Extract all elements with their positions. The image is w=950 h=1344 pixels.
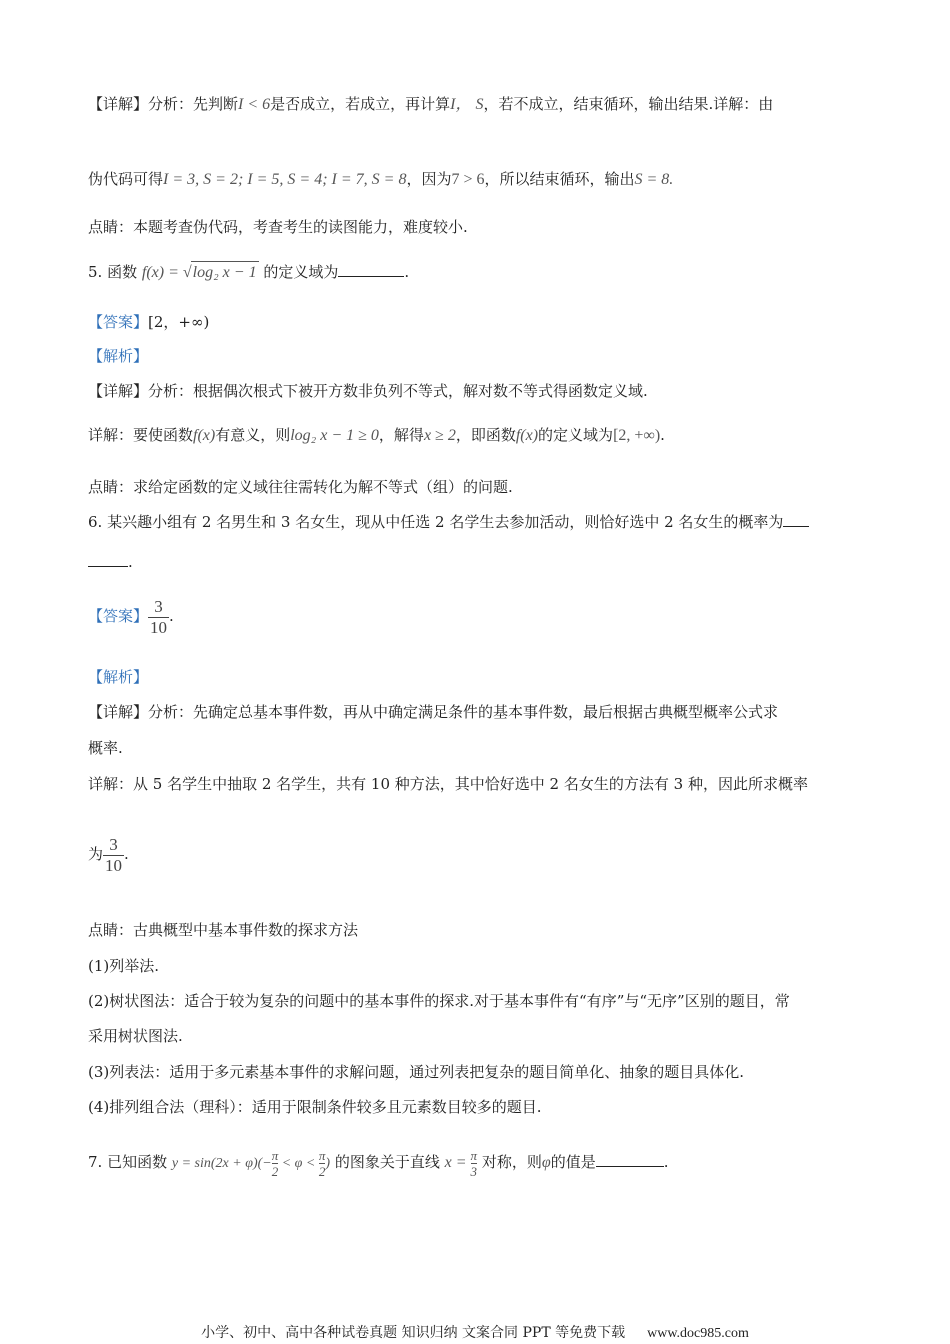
ineq-expr: 7 > 6 — [451, 171, 485, 188]
page-footer — [0, 1322, 950, 1342]
footer-url[interactable]: www.doc985.com — [647, 1326, 749, 1341]
condition-expr: I < 6 — [238, 96, 271, 113]
answer-blank — [596, 1150, 664, 1167]
q4-comment: 点睛：本题考查伪代码，考查考生的读图能力，难度较小. — [88, 218, 468, 236]
q5-stem: 5. 函数 f(x) = √log₂ x − 1 的定义域为 . — [88, 260, 409, 284]
answer-blank-part2 — [88, 550, 128, 567]
q7-stem: 7. 已知函数 y = sin(2x + φ)(− $\frac{\pi}{2}$ < φ < $\frac{\pi}{2}$ ) 的图象关于直线 x = $\frac{\pi}{3}$ 对称，则φ的值是 . — [88, 1147, 669, 1180]
answer-blank-part1 — [783, 510, 809, 527]
q6-detail-analysis-1: 【详解】分析：先确定总基本事件数，再从中确定满足条件的基本事件数，最后根据古典概型概率公式求 — [88, 703, 779, 721]
q6-method-4: (4)排列组合法（理科）：适用于限制条件较多且元素数目较多的题目. — [88, 1098, 542, 1116]
q6-detail-1: 详解：从 5 名学生中抽取 2 名学生，共有 10 种方法，其中恰好选中 2 名女生的方法有 3 种，因此所求概率 — [88, 775, 808, 793]
q6-analysis-label: 【解析】 — [88, 668, 149, 686]
pseudo-trace-expr: I = 3, S = 2; I = 5, S = 4; I = 7, S = 8 — [163, 171, 407, 188]
output-expr: S = 8. — [634, 171, 674, 188]
probability-fraction: $\frac{3}{10}$ — [105, 834, 123, 875]
q4-detail-line2: 伪代码可得I = 3, S = 2; I = 5, S = 4; I = 7, S = 8，因为7 > 6，所以结束循环，输出S = 8. — [88, 170, 674, 188]
q6-detail-analysis-2: 概率. — [88, 739, 123, 757]
q6-method-2a: (2)树状图法：适合于较为复杂的问题中的基本事件的探求.对于基本事件有“有序”与“无序”区别的题目，常 — [88, 992, 790, 1010]
q5-func: f(x) = √log₂ x − 1 — [142, 264, 259, 281]
q5-detail-analysis: 【详解】分析：根据偶次根式下被开方数非负列不等式，解对数不等式得函数定义域. — [88, 382, 648, 400]
q6-method-1: (1)列举法. — [88, 957, 160, 975]
q5-answer: 【答案】[2，+∞) — [88, 313, 210, 331]
q4-detail-line1: 【详解】分析：先判断I < 6是否成立，若成立，再计算I， S，若不成立，结束循环，输出结果.详解：由 — [88, 95, 774, 113]
q6-detail-2: 为 $\frac{3}{10}$ . — [88, 834, 129, 875]
vars-expr: I， S — [450, 96, 484, 113]
q5-comment: 点睛：求给定函数的定义域往往需转化为解不等式（组）的问题. — [88, 478, 513, 496]
q7-line: x = $\frac{\pi}{3}$ — [444, 1147, 478, 1179]
q5-detail: 详解：要使函数f(x)有意义，则log₂ x − 1 ≥ 0，解得x ≥ 2，即函数f(x)的定义域为[2, +∞). — [88, 426, 665, 444]
footer-text: 小学、初中、高中各种试卷真题 知识归纳 文案合同 PPT 等免费下载 — [201, 1325, 626, 1341]
q7-func: y = sin(2x + φ)(− $\frac{\pi}{2}$ < φ < $\frac{\pi}{2}$ ) — [171, 1148, 331, 1180]
q6-method-2b: 采用树状图法. — [88, 1027, 183, 1045]
answer-fraction: $\frac{3}{10}$ — [150, 596, 168, 637]
answer-blank — [338, 260, 404, 277]
q6-method-3: (3)列表法：适用于多元素基本事件的求解问题，通过列表把复杂的题目简单化、抽象的题目具体化. — [88, 1063, 745, 1081]
q6-stem: 6. 某兴趣小组有 2 名男生和 3 名女生，现从中任选 2 名学生去参加活动，则恰好选中 2 名女生的概率为 — [88, 510, 809, 533]
q6-stem-cont: . — [88, 550, 133, 573]
q5-analysis-label: 【解析】 — [88, 347, 149, 365]
q6-answer: 【答案】 $\frac{3}{10}$ . — [88, 596, 174, 637]
q6-comment-title: 点睛：古典概型中基本事件数的探求方法 — [88, 921, 359, 939]
